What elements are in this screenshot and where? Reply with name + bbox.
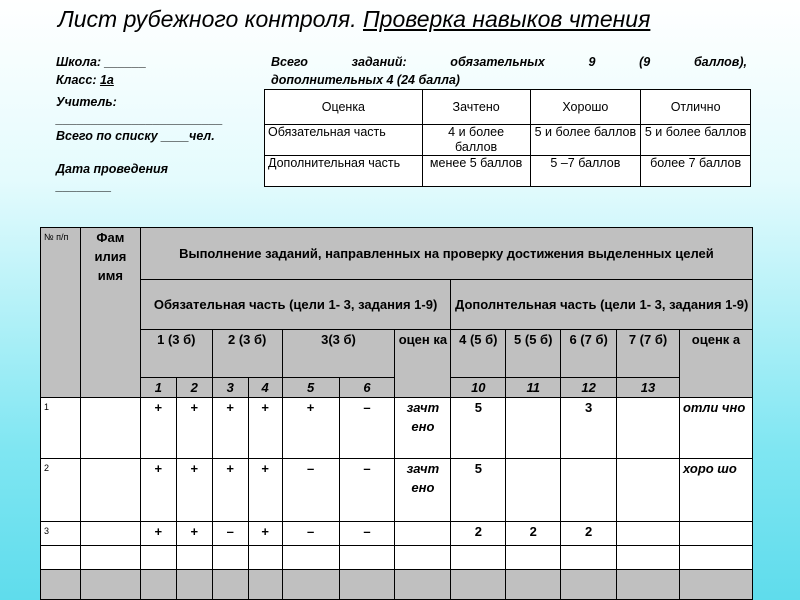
- add-score-cell: [617, 522, 680, 546]
- sub-number: 12: [561, 378, 617, 398]
- add-score-cell: 5: [451, 398, 506, 459]
- task-header: 7 (7 б): [617, 330, 680, 378]
- add-score-cell: 2: [506, 522, 561, 546]
- mark-cell: +: [140, 398, 176, 459]
- task-header: 1 (3 б): [140, 330, 212, 378]
- sub-number: 2: [176, 378, 212, 398]
- add-score-cell: 2: [561, 522, 617, 546]
- summary-line-1: Всего заданий: обязательных 9 (9 баллов),: [271, 55, 747, 69]
- mark-cell: –: [339, 522, 395, 546]
- name-header: Фам илия имя: [80, 228, 140, 398]
- sub-number: 13: [617, 378, 680, 398]
- date-label: Дата проведения: [56, 162, 168, 176]
- grading-header: Оценка: [265, 90, 423, 125]
- table-row: [41, 522, 753, 546]
- mark-cell: –: [212, 522, 248, 546]
- sub-number: 11: [506, 378, 561, 398]
- add-score-cell: 3: [561, 398, 617, 459]
- table-row: [41, 459, 753, 522]
- mark-cell: –: [339, 398, 395, 459]
- mark-cell: +: [140, 459, 176, 522]
- sub-number: 1: [140, 378, 176, 398]
- mand-grade-cell: [395, 522, 451, 546]
- school-line: Школа: ______: [56, 55, 147, 69]
- grading-header: Хорошо: [530, 90, 641, 125]
- page-title: [58, 6, 650, 33]
- add-score-cell: 5: [451, 459, 506, 522]
- add-score-cell: [617, 398, 680, 459]
- total-list: Всего по списку ____чел.: [56, 129, 215, 143]
- summary-line-2: дополнительных 4 (24 балла): [271, 73, 460, 87]
- title-main: Лист рубежного контроля.: [58, 6, 357, 32]
- mark-cell: –: [339, 459, 395, 522]
- add-score-cell: [617, 459, 680, 522]
- row-number: 1: [41, 398, 81, 459]
- mark-cell: +: [140, 522, 176, 546]
- grading-cell: более 7 баллов: [641, 156, 751, 187]
- school-info: [56, 53, 146, 89]
- add-grade-cell: хоро шо: [679, 459, 752, 522]
- teacher-label: Учитель:: [56, 95, 117, 109]
- grading-cell: 5 –7 баллов: [530, 156, 641, 187]
- mandatory-header: Обязательная часть (цели 1- 3, задания 1-9): [140, 280, 450, 330]
- sub-number: 4: [248, 378, 282, 398]
- grading-table: [264, 89, 751, 187]
- mark-cell: +: [176, 522, 212, 546]
- mark-cell: +: [282, 398, 339, 459]
- mark-cell: +: [248, 459, 282, 522]
- task-header: 2 (3 б): [212, 330, 282, 378]
- mark-cell: –: [282, 522, 339, 546]
- mark-cell: +: [176, 398, 212, 459]
- task-header: 3(3 б): [282, 330, 395, 378]
- grading-cell: 5 и более баллов: [530, 125, 641, 156]
- additional-header: Дополнтельная часть (цели 1- 3, задания 1-9): [451, 280, 753, 330]
- mand-grade-header: оцен ка: [395, 330, 451, 398]
- mark-cell: +: [248, 398, 282, 459]
- sub-number: 5: [282, 378, 339, 398]
- sub-number: 6: [339, 378, 395, 398]
- mark-cell: +: [212, 398, 248, 459]
- grading-cell: Дополнительная часть: [265, 156, 423, 187]
- mark-cell: +: [176, 459, 212, 522]
- title-underlined: Проверка навыков чтения: [362, 6, 651, 32]
- class-value: 1а: [99, 73, 114, 87]
- grading-cell: 5 и более баллов: [641, 125, 751, 156]
- mand-grade-cell: зачт ено: [395, 459, 451, 522]
- add-grade-cell: [679, 522, 752, 546]
- add-score-cell: 2: [451, 522, 506, 546]
- tasks-summary: [271, 53, 747, 89]
- mand-grade-cell: зачт ено: [395, 398, 451, 459]
- grading-header: Зачтено: [422, 90, 530, 125]
- student-name-cell: [80, 459, 140, 522]
- grading-cell: менее 5 баллов: [422, 156, 530, 187]
- date-blank: ________: [56, 179, 112, 193]
- task-header: 5 (5 б): [506, 330, 561, 378]
- row-number: 3: [41, 522, 81, 546]
- class-line: Класс: 1а: [56, 73, 114, 87]
- mark-cell: +: [248, 522, 282, 546]
- task-header: 6 (7 б): [561, 330, 617, 378]
- teacher-info: [56, 94, 223, 195]
- results-table: [40, 227, 753, 600]
- main-header: Выполнение заданий, направленных на проверку достижения выделенных целей: [140, 228, 752, 280]
- grading-header: Отлично: [641, 90, 751, 125]
- grading-cell: Обязательная часть: [265, 125, 423, 156]
- add-score-cell: [561, 459, 617, 522]
- add-grade-cell: отли чно: [679, 398, 752, 459]
- mark-cell: +: [212, 459, 248, 522]
- sub-number: 3: [212, 378, 248, 398]
- table-row: [41, 398, 753, 459]
- table-row: [41, 546, 753, 570]
- add-score-cell: [506, 459, 561, 522]
- table-row: [41, 570, 753, 600]
- student-name-cell: [80, 522, 140, 546]
- add-score-cell: [506, 398, 561, 459]
- sub-number: 10: [451, 378, 506, 398]
- teacher-blank: ________________________: [56, 112, 223, 126]
- grading-cell: 4 и более баллов: [422, 125, 530, 156]
- task-header: 4 (5 б): [451, 330, 506, 378]
- mark-cell: –: [282, 459, 339, 522]
- add-grade-header: оценк а: [679, 330, 752, 398]
- student-name-cell: [80, 398, 140, 459]
- row-number: 2: [41, 459, 81, 522]
- num-header: № п/п: [41, 228, 81, 398]
